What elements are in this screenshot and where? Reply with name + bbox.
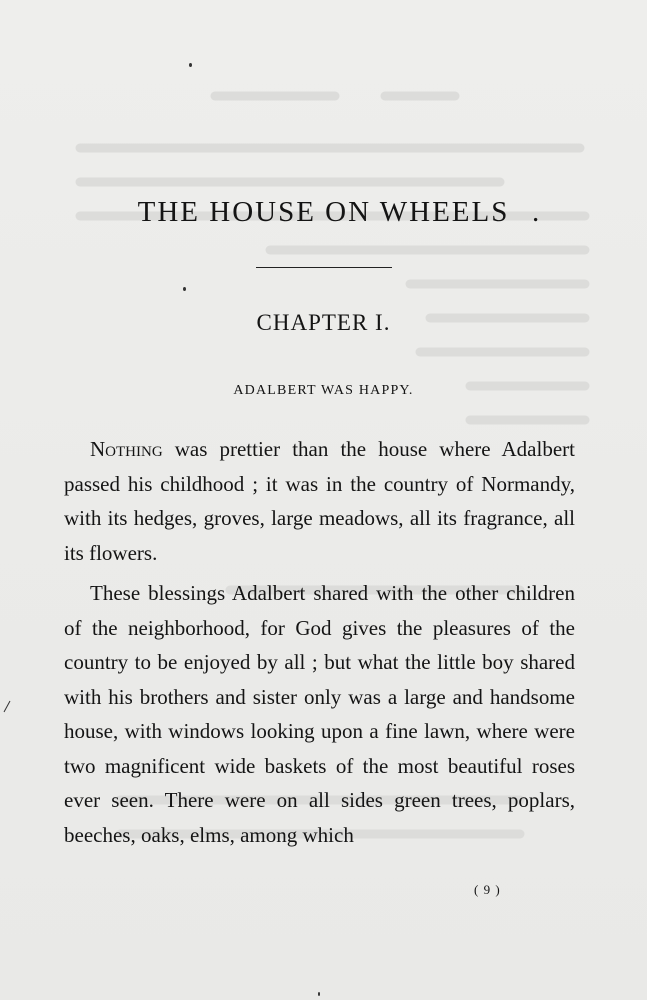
paragraph-lead: Nothing [90,437,163,461]
title-rule [256,267,392,268]
paragraph-2 [64,576,575,852]
title-period: . [532,196,540,228]
ink-speck [183,287,186,291]
paragraph-text: was prettier than the house where Adalbert passed his childhood ; it was in the country of Normandy, with its hedges, groves, large meadows, all its fragrance, all its flowers. [64,437,575,565]
paragraph-text: These blessings Adalbert shared with the other children of the neighborhood, for God gives the pleasures of the country to be enjoyed by all ; but what the little boy shared with his brothers and sister only was a large and handsome house, with windows looking upon a fine lawn, where were two magnificent wide baskets of the most beautiful roses ever seen. There were on all sides green trees, poplars, beeches, oaks, elms, among which [64,581,575,847]
paragraph-1 [64,432,575,570]
margin-mark [2,700,12,714]
ink-speck [318,992,320,996]
book-title: THE HOUSE ON WHEELS [137,196,510,228]
ink-speck [189,63,192,67]
chapter-subtitle: ADALBERT WAS HAPPY. [233,383,414,398]
body-text [64,432,575,852]
page-number: ( 9 ) [474,882,501,897]
chapter-heading: CHAPTER I. [256,310,391,335]
